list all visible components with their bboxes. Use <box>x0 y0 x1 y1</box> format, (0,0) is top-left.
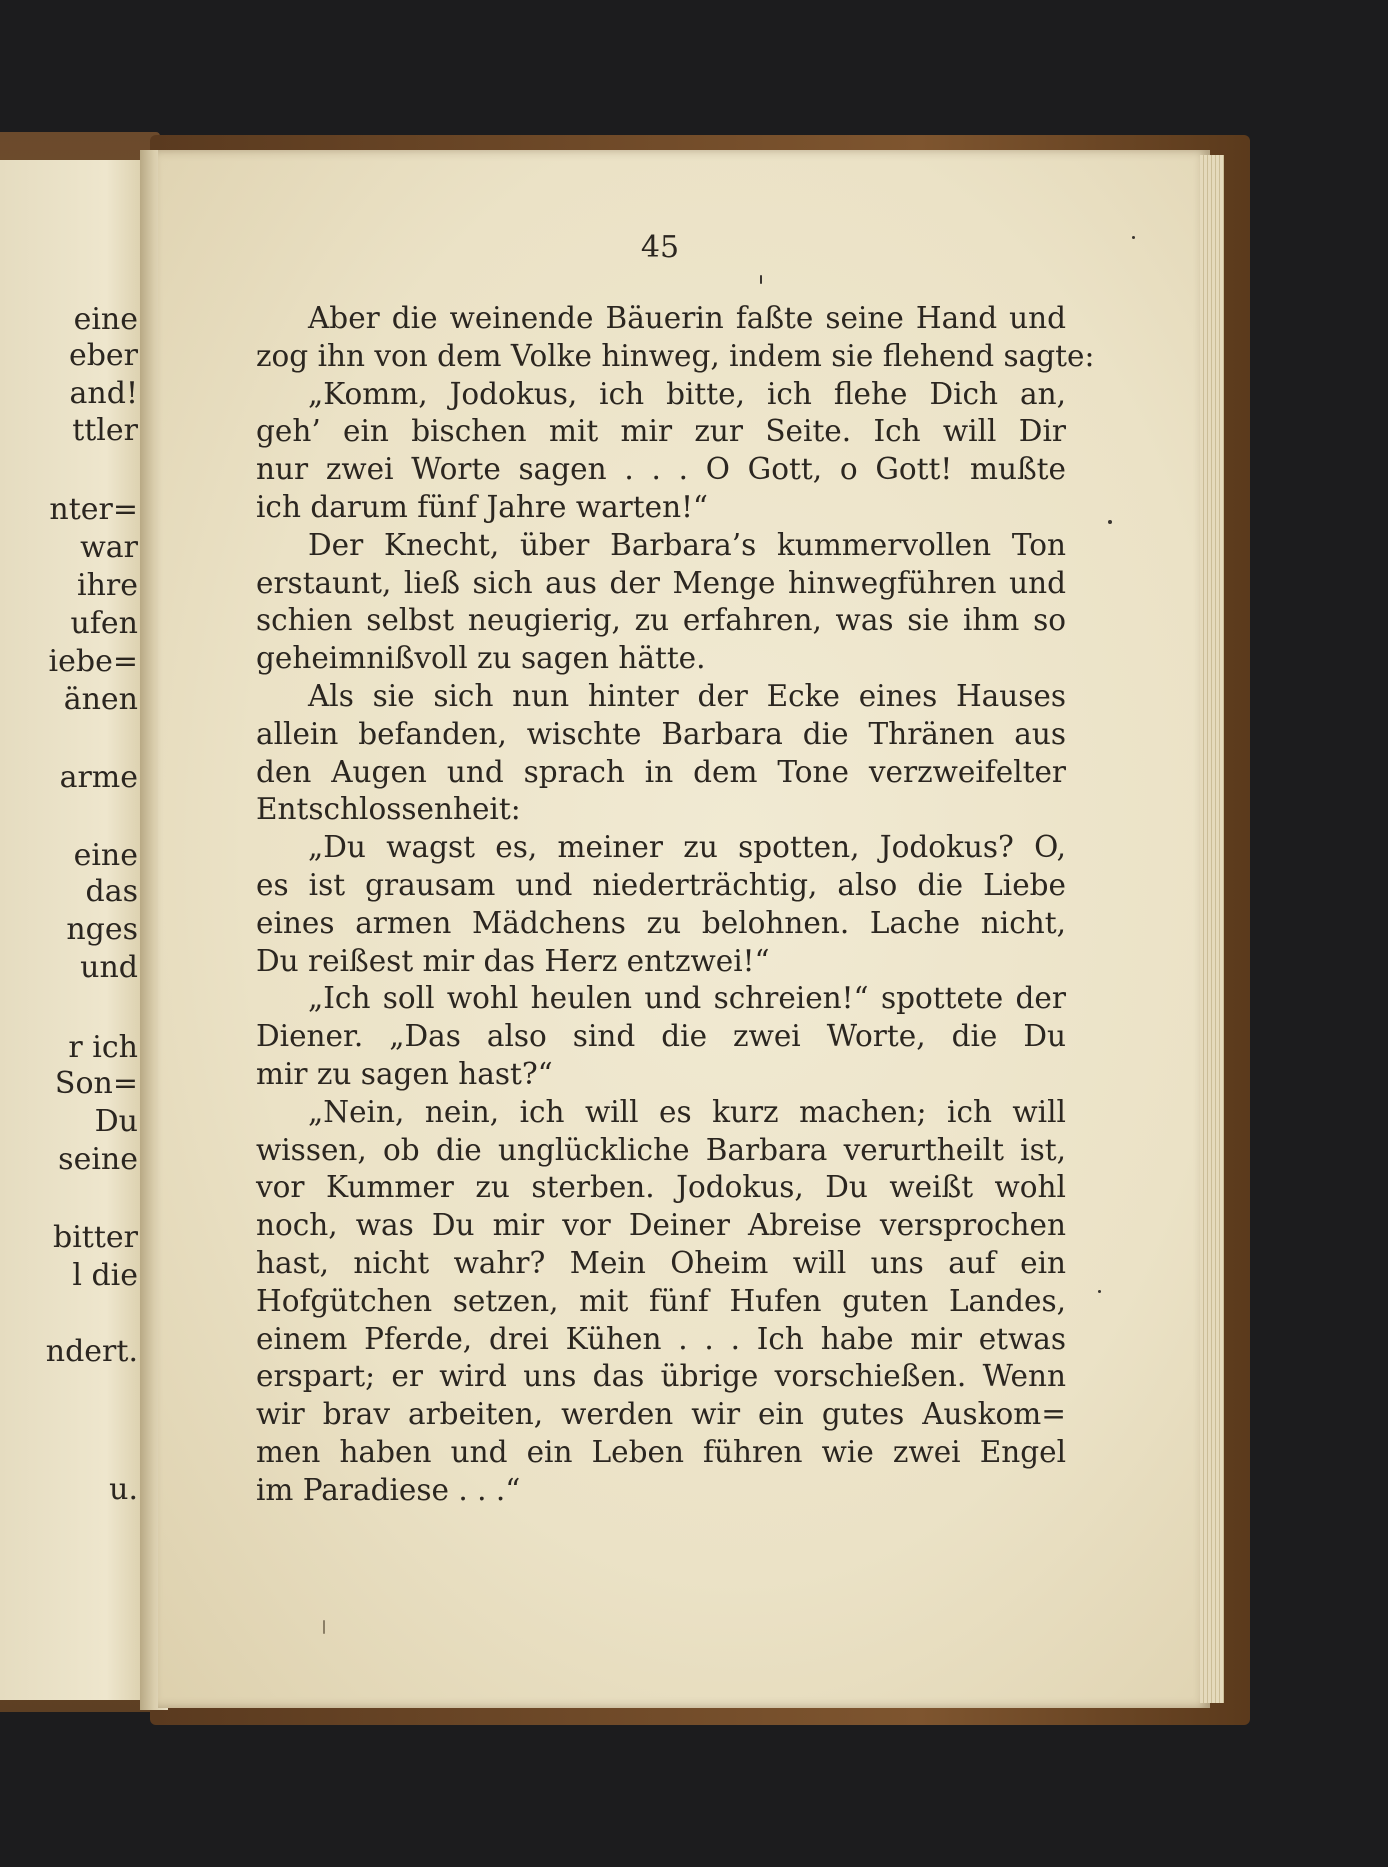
left-page-fragment: u. <box>109 1472 138 1507</box>
text-line: geh’ ein bischen mit mir zur Seite. Ich will Dir <box>256 414 1066 449</box>
text-line: erstaunt, ließ sich aus der Menge hinwegführen und <box>256 565 1066 600</box>
page-number: 45 <box>640 230 680 265</box>
text-line: Aber die weinende Bäuerin faßte seine Hand und <box>308 301 1066 335</box>
text-line: einem Pferde, drei Kühen . . . Ich habe mir etwas <box>256 1321 1066 1356</box>
left-page-fragment: l die <box>72 1258 138 1293</box>
text-line: Du reißest mir das Herz entzwei!“ <box>256 943 770 978</box>
paper-speck <box>323 1620 325 1634</box>
paper-speck <box>1108 520 1112 524</box>
paper-speck <box>1132 236 1135 239</box>
left-page-fragment: seine <box>58 1142 138 1177</box>
left-page-fragment: ufen <box>70 606 138 641</box>
text-line: nur zwei Worte sagen . . . O Gott, o Gott! mußte <box>256 452 1066 487</box>
text-line: zog ihn von dem Volke hinweg, indem sie flehend sagte: <box>256 338 1095 373</box>
left-page-fragment: war <box>80 530 138 565</box>
text-line: Hofgütchen setzen, mit fünf Hufen guten Landes, <box>256 1283 1066 1318</box>
text-line: „Ich soll wohl heulen und schreien!“ spottete der <box>308 981 1066 1016</box>
text-line: Der Knecht, über Barbara’s kummervollen Ton <box>308 527 1066 562</box>
text-line: Diener. „Das also sind die zwei Worte, die Du <box>256 1019 1066 1054</box>
text-line: geheimnißvoll zu sagen hätte. <box>256 641 706 676</box>
left-page-fragment: und <box>80 950 138 985</box>
left-page-fragment: das <box>85 874 138 909</box>
text-line: „Komm, Jodokus, ich bitte, ich flehe Dich an, <box>308 376 1066 411</box>
left-page-fragment: eine <box>73 838 138 873</box>
left-page-fragment: eber <box>68 338 138 373</box>
text-line: erspart; er wird uns das übrige vorschießen. Wenn <box>256 1359 1066 1394</box>
text-line: vor Kummer zu sterben. Jodokus, Du weißt wohl <box>256 1170 1066 1205</box>
text-line: noch, was Du mir vor Deiner Abreise versprochen <box>256 1208 1066 1243</box>
left-page-fragment: arme <box>59 760 138 795</box>
text-line: eines armen Mädchens zu belohnen. Lache nicht, <box>256 905 1066 940</box>
text-line: Als sie sich nun hinter der Ecke eines Hauses <box>308 678 1066 713</box>
text-line: ich darum fünf Jahre warten!“ <box>256 489 709 524</box>
text-line: „Du wagst es, meiner zu spotten, Jodokus? O, <box>308 830 1066 865</box>
text-line: es ist grausam und niederträchtig, also die Liebe <box>256 867 1066 902</box>
left-page-fragment: and! <box>69 376 138 411</box>
left-page-fragment: änen <box>63 682 138 717</box>
left-page <box>0 160 152 1700</box>
text-line: wissen, ob die unglückliche Barbara verurtheilt ist, <box>256 1132 1066 1167</box>
text-line: den Augen und sprach in dem Tone verzweifelter <box>256 754 1066 789</box>
left-page-fragment: ihre <box>76 568 138 603</box>
left-page-fragment: Son= <box>54 1066 138 1101</box>
text-line: wir brav arbeiten, werden wir ein gutes Auskom= <box>256 1397 1066 1432</box>
paper-speck <box>760 275 762 284</box>
left-page-fragment: eine <box>73 302 138 337</box>
text-line: men haben und ein Leben führen wie zwei Engel <box>256 1434 1066 1469</box>
left-page-fragment: ttler <box>72 413 138 448</box>
text-line: mir zu sagen hast?“ <box>256 1056 553 1091</box>
paper-speck <box>1098 1290 1101 1293</box>
text-line: im Paradiese . . .“ <box>256 1472 521 1507</box>
text-line: schien selbst neugierig, zu erfahren, was sie ihm so <box>256 603 1066 638</box>
left-page-fragment: Du <box>94 1104 138 1139</box>
left-page-fragment: nter= <box>49 492 138 527</box>
left-page-fragment: ndert. <box>45 1334 138 1369</box>
body-text <box>256 300 1095 1510</box>
left-page-fragment: bitter <box>52 1220 138 1255</box>
left-page-fragment: r ich <box>68 1030 138 1065</box>
left-page-fragment: iebe= <box>48 644 138 679</box>
page-edges <box>1200 155 1224 1703</box>
text-line: allein befanden, wischte Barbara die Thränen aus <box>256 716 1066 751</box>
text-line: Entschlossenheit: <box>256 792 521 827</box>
text-line: „Nein, nein, ich will es kurz machen; ich will <box>308 1094 1066 1129</box>
left-page-fragment: nges <box>66 912 138 947</box>
text-line: hast, nicht wahr? Mein Oheim will uns auf ein <box>256 1245 1066 1280</box>
